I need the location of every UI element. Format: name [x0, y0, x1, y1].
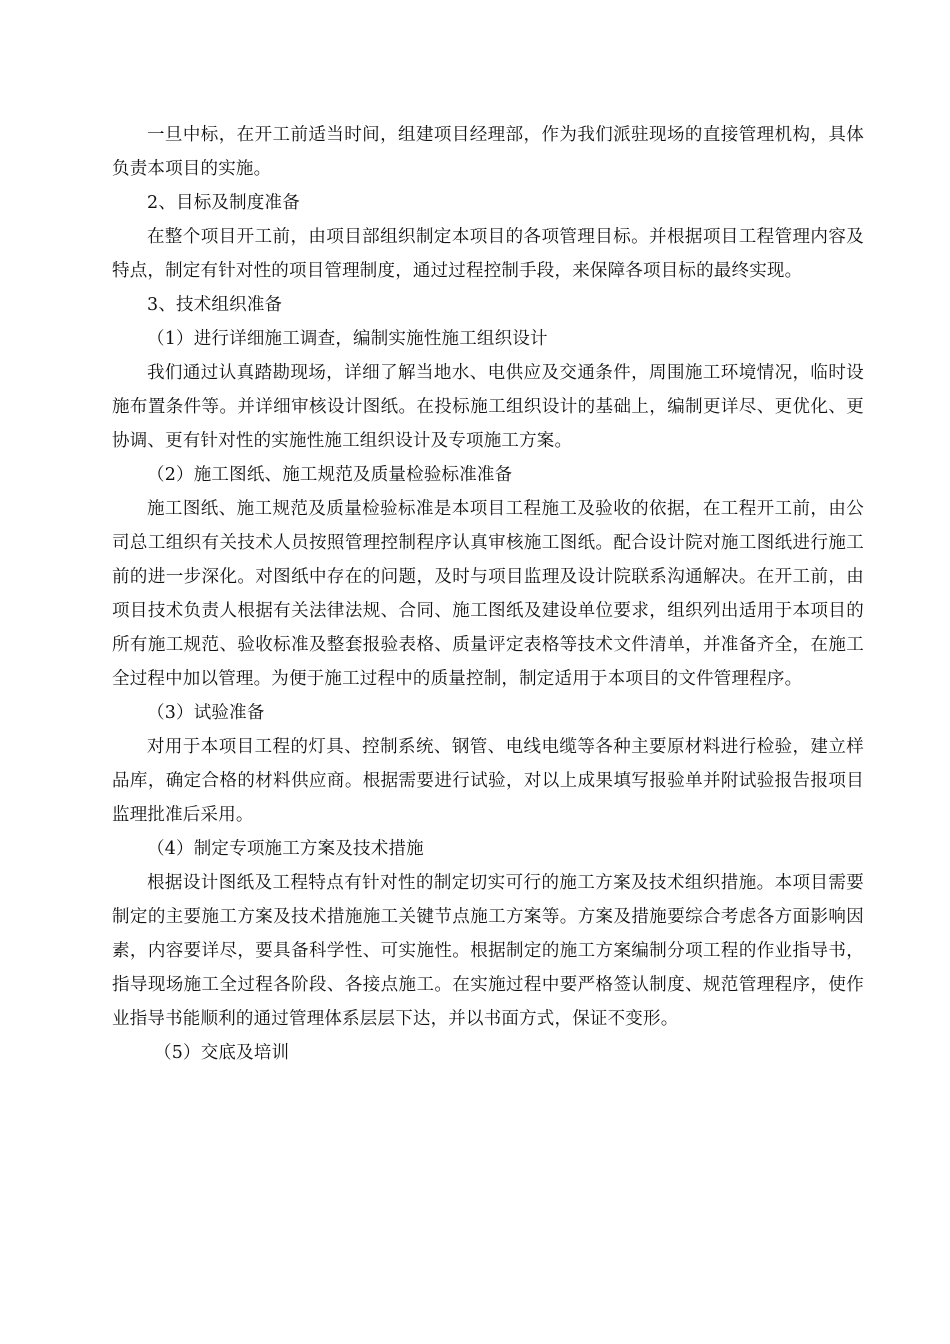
section-heading-2: 2、目标及制度准备 — [147, 193, 300, 213]
paragraph-testing: 对用于本项目工程的灯具、控制系统、钢管、电线电缆等各种主要原材料进行检验，建立样品库，确定合格的材料供应商。根据需要进行试验，对以上成果填写报验单并附试验报告报项目监理批准后采用。 — [112, 737, 864, 825]
subsection-heading-1: （1）进行详细施工调查，编制实施性施工组织设计 — [147, 329, 548, 349]
paragraph-special-plan: 根据设计图纸及工程特点有针对性的制定切实可行的施工方案及技术组织措施。本项目需要制定的主要施工方案及技术措施施工关键节点施工方案等。方案及措施要综合考虑各方面影响因素，内容要详尽，要具备科学性、可实施性。根据制定的施工方案编制分项工程的作业指导书，指导现场施工全过程各阶段、各接点施工。在实施过程中要严格签认制度、规范管理程序，使作业指导书能顺利的通过管理体系层层下达，并以书面方式，保证不变形。 — [112, 873, 864, 1029]
paragraph-goals: 在整个项目开工前，由项目部组织制定本项目的各项管理目标。并根据项目工程管理内容及特点，制定有针对性的项目管理制度，通过过程控制手段，来保障各项目标的最终实现。 — [112, 227, 864, 281]
paragraph-survey: 我们通过认真踏勘现场，详细了解当地水、电供应及交通条件，周围施工环境情况，临时设施布置条件等。并详细审核设计图纸。在投标施工组织设计的基础上，编制更详尽、更优化、更协调、更有针对性的实施性施工组织设计及专项施工方案。 — [112, 363, 864, 451]
subsection-heading-2: （2）施工图纸、施工规范及质量检验标准准备 — [147, 465, 513, 485]
section-heading-3: 3、技术组织准备 — [147, 295, 283, 315]
subsection-heading-4: （4）制定专项施工方案及技术措施 — [147, 839, 424, 859]
paragraph-intro: 一旦中标，在开工前适当时间，组建项目经理部，作为我们派驻现场的直接管理机构，具体负责本项目的实施。 — [112, 125, 864, 179]
document-body — [112, 118, 864, 1070]
paragraph-drawings: 施工图纸、施工规范及质量检验标准是本项目工程施工及验收的依据，在工程开工前，由公司总工组织有关技术人员按照管理控制程序认真审核施工图纸。配合设计院对施工图纸进行施工前的进一步深化。对图纸中存在的问题，及时与项目监理及设计院联系沟通解决。在开工前，由项目技术负责人根据有关法律法规、合同、施工图纸及建设单位要求，组织列出适用于本项目的所有施工规范、验收标准及整套报验表格、质量评定表格等技术文件清单，并准备齐全，在施工全过程中加以管理。为便于施工过程中的质量控制，制定适用于本项目的文件管理程序。 — [112, 499, 864, 689]
subsection-heading-3: （3）试验准备 — [147, 703, 265, 723]
subsection-heading-5: （5）交底及培训 — [154, 1043, 290, 1063]
